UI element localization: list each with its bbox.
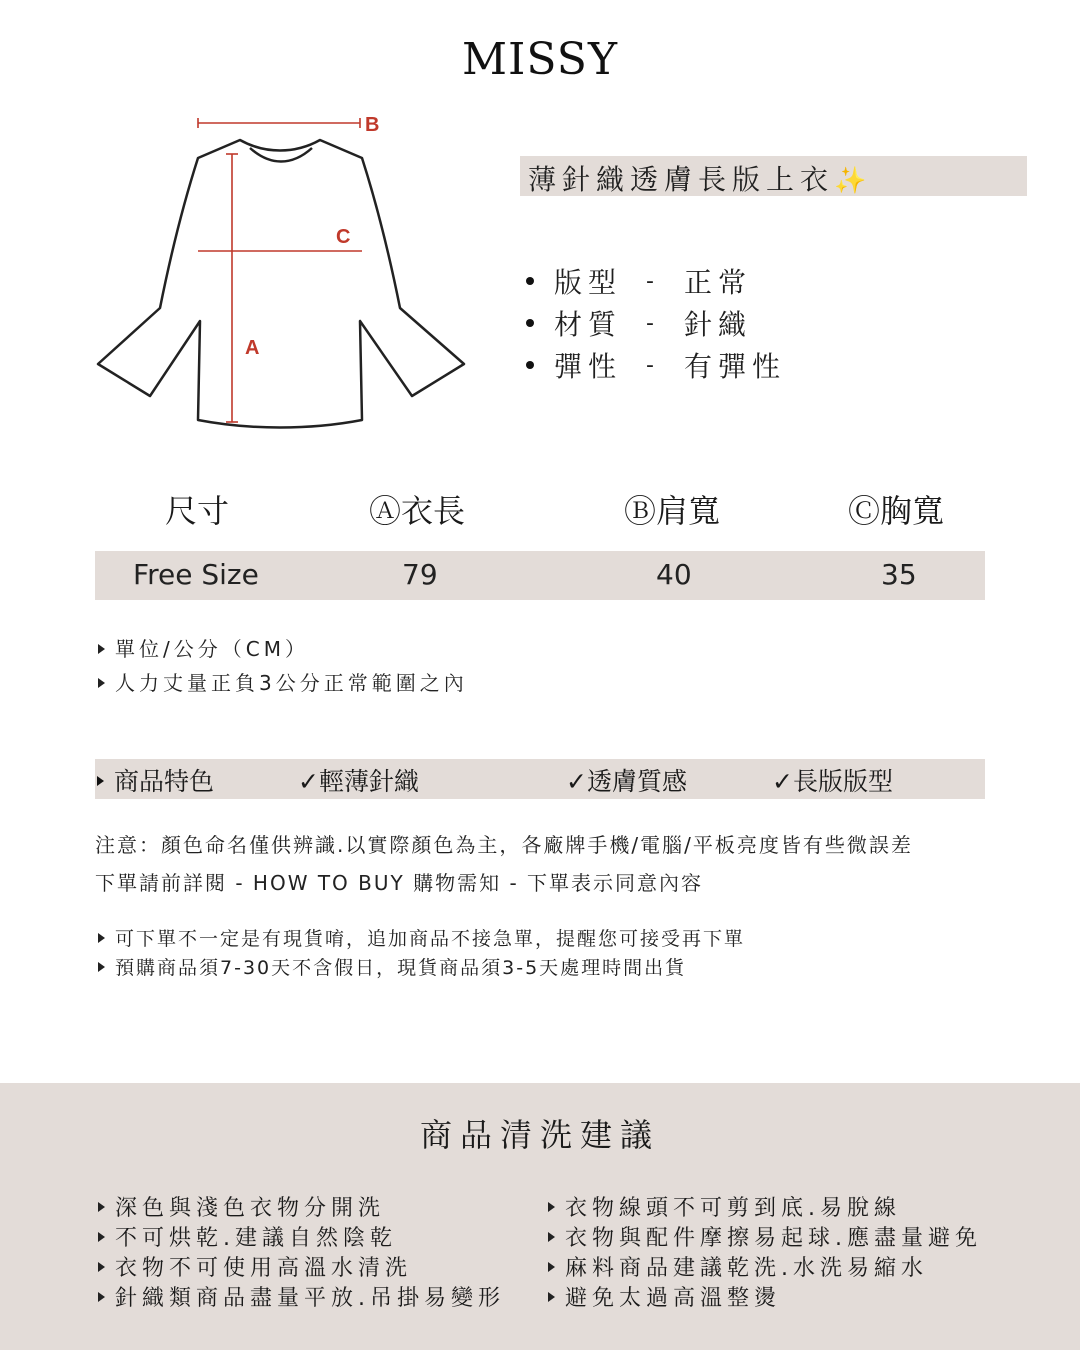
feature-item: ✓透膚質感 (566, 767, 687, 796)
size-header-length: Ⓐ衣長 (369, 492, 466, 530)
triangle-bullet-icon (98, 1202, 105, 1212)
spec-item (526, 260, 786, 302)
wash-item (548, 1251, 982, 1281)
order-note (98, 953, 686, 980)
wash-item (548, 1281, 982, 1311)
wash-item-text: 衣物不可使用高溫水清洗 (115, 1256, 413, 1281)
wash-item-text: 針織類商品盡量平放.吊掛易變形 (115, 1286, 505, 1311)
garment-measurement-diagram (90, 108, 480, 438)
wash-item-text: 麻料商品建議乾洗.水洗易縮水 (565, 1256, 928, 1281)
feature-item: ✓長版版型 (772, 767, 893, 796)
size-value-length: 79 (402, 558, 438, 591)
wash-list-left (98, 1191, 505, 1311)
triangle-bullet-icon (548, 1202, 555, 1212)
spec-separator: - (646, 310, 660, 336)
order-note-text: 可下單不一定是有現貨唷，追加商品不接急單，提醒您可接受再下單 (115, 928, 746, 950)
size-header-size: 尺寸 (165, 492, 230, 530)
spec-value: 正常 (683, 266, 752, 299)
size-value-shoulder: 40 (656, 558, 692, 591)
order-note-text: 預購商品須7-30天不含假日，現貨商品須3-5天處理時間出貨 (115, 957, 687, 979)
spec-value: 有彈性 (683, 350, 786, 383)
spec-item (526, 302, 786, 344)
bullet-icon (526, 277, 534, 285)
size-note-text: 單位/公分（CM） (115, 637, 309, 661)
wash-item-text: 衣物線頭不可剪到底.易脫線 (565, 1196, 901, 1221)
wash-item-text: 深色與淺色衣物分開洗 (115, 1196, 386, 1221)
garment-outline (98, 140, 464, 428)
spec-list (526, 260, 786, 386)
label-c: C (336, 226, 351, 248)
triangle-bullet-icon (98, 962, 105, 972)
label-b: B (365, 114, 380, 136)
triangle-bullet-icon (548, 1292, 555, 1302)
size-value-chest: 35 (881, 558, 917, 591)
spec-separator: - (646, 352, 660, 378)
feature-item: ✓輕薄針織 (298, 767, 419, 796)
wash-item (548, 1221, 982, 1251)
label-a: A (245, 337, 260, 359)
brand-logo: MISSY (462, 34, 618, 85)
wash-item-text: 不可烘乾.建議自然陰乾 (115, 1226, 397, 1251)
caution-line-1: 注意：顏色命名僅供辨識.以實際顏色為主，各廠牌手機/電腦/平板亮度皆有些微誤差 (95, 833, 913, 857)
size-note (98, 667, 468, 696)
spec-key: 版型 (554, 266, 623, 299)
product-title (528, 158, 872, 198)
triangle-bullet-icon (98, 1262, 105, 1272)
wash-item-text: 避免太過高溫整燙 (565, 1286, 782, 1311)
size-value-size: Free Size (133, 558, 259, 591)
size-header-chest: Ⓒ胸寬 (848, 492, 945, 530)
triangle-bullet-icon (97, 776, 104, 786)
bullet-icon (526, 361, 534, 369)
product-title-text: 薄針織透膚長版上衣 (528, 163, 835, 196)
triangle-bullet-icon (548, 1232, 555, 1242)
triangle-bullet-icon (98, 644, 105, 654)
spec-key: 彈性 (554, 350, 623, 383)
features-label-text: 商品特色 (114, 767, 215, 796)
wash-list-right (548, 1191, 982, 1311)
size-note (98, 633, 309, 662)
triangle-bullet-icon (98, 678, 105, 688)
size-note-text: 人力丈量正負3公分正常範圍之內 (115, 671, 468, 695)
spec-key: 材質 (554, 308, 623, 341)
caution-line-2: 下單請前詳閱 - HOW TO BUY 購物需知 - 下單表示同意內容 (95, 871, 704, 895)
bullet-icon (526, 319, 534, 327)
spec-item (526, 344, 786, 386)
size-header-shoulder: Ⓑ肩寬 (624, 492, 721, 530)
wash-item (98, 1221, 505, 1251)
wash-title: 商品清洗建議 (419, 1116, 660, 1154)
triangle-bullet-icon (98, 933, 105, 943)
wash-item (548, 1191, 982, 1221)
wash-item-text: 衣物與配件摩擦易起球.應盡量避免 (565, 1226, 982, 1251)
order-note (98, 924, 745, 951)
wash-item (98, 1191, 505, 1221)
triangle-bullet-icon (548, 1262, 555, 1272)
wash-item (98, 1251, 505, 1281)
spec-value: 針織 (683, 308, 752, 341)
spec-separator: - (646, 268, 660, 294)
triangle-bullet-icon (98, 1232, 105, 1242)
features-label (97, 762, 214, 798)
triangle-bullet-icon (98, 1292, 105, 1302)
wash-item (98, 1281, 505, 1311)
sparkle-icon: ✨ (834, 166, 873, 196)
